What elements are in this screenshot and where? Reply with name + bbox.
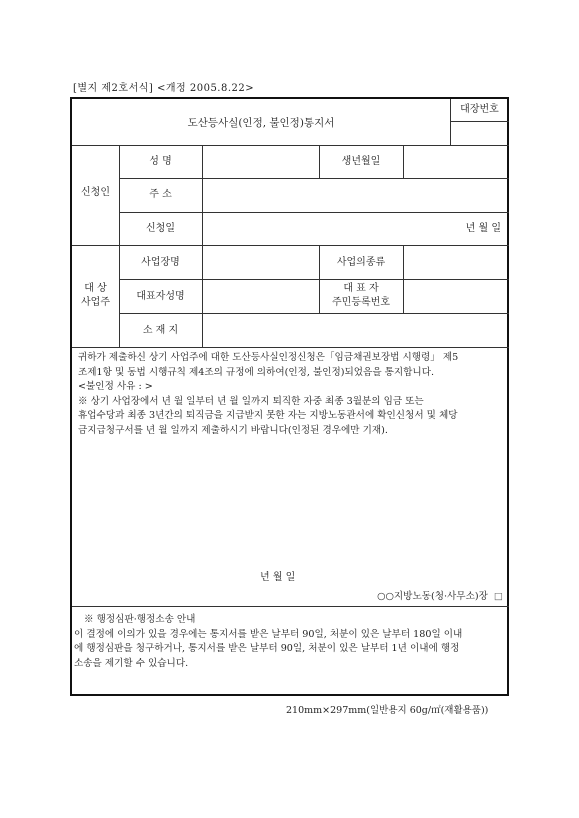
paper-spec-footer: 210mm×297mm(일반용지 60g/㎡(재활용품))	[286, 705, 489, 716]
business-type-field[interactable]	[405, 247, 507, 277]
applicant-birth-field[interactable]	[405, 147, 507, 176]
appeal-notice	[74, 613, 462, 671]
body-line: 조제1항 및 동법 시행규칙 제4조의 규정에 의하여(인정, 불인정)되었음을 통지합니다.	[78, 366, 435, 378]
body-line: 금지급청구서를 년 월 일까지 제출하시기 바랍니다(인정된 경우에만 기재).	[78, 424, 388, 436]
representative-id-label-1: 대 표 자	[343, 283, 379, 294]
issuer-name: ○○지방노동(청·사무소)장	[377, 591, 488, 602]
seal-mark: □	[493, 591, 503, 602]
body-line: 귀하가 제출하신 상기 사업주에 대한 도산등사실인정신청은「임금채권보장법 시행령」 제5	[78, 352, 459, 363]
location-label: 소 재 지	[142, 325, 179, 336]
notification-body	[78, 351, 458, 439]
workplace-name-label: 사업장명	[141, 257, 180, 268]
employer-group-label-2: 사업주	[81, 297, 110, 308]
applicant-group-label: 신청인	[81, 187, 110, 198]
signature-date: 년 월 일	[260, 572, 296, 583]
representative-name-field[interactable]	[204, 281, 317, 311]
issuer-line	[377, 590, 503, 603]
body-line: <불인정 사유 : >	[78, 381, 153, 393]
applicant-address-label: 주 소	[149, 189, 172, 200]
body-line: 휴업수당과 최종 3년간의 퇴직금을 지급받지 못한 자는 지방노동관서에 확인신청서 및 체당	[78, 410, 458, 422]
register-number-field[interactable]	[452, 123, 507, 143]
application-date-units[interactable]: 년 월 일	[465, 223, 501, 234]
application-date-label: 신청일	[146, 223, 175, 234]
representative-id-label-2: 주민등록번호	[332, 297, 390, 308]
notification-form	[70, 97, 509, 696]
register-number-label: 대장번호	[460, 104, 499, 115]
form-number-header: [별지 제2호서식] <개정 2005.8.22>	[73, 83, 255, 94]
notice-line: 에 행정심판을 청구하거나, 통지서를 받은 날부터 90일, 처분이 있은 날부터 1년 이내에 행정	[74, 643, 460, 655]
applicant-address-field[interactable]	[204, 180, 507, 210]
applicant-name-field[interactable]	[204, 147, 317, 176]
applicant-name-label: 성 명	[149, 156, 172, 167]
workplace-name-field[interactable]	[204, 247, 317, 277]
notice-title: ※ 행정심판·행정소송 안내	[84, 614, 196, 625]
employer-group-label-1: 대 상	[84, 283, 107, 294]
applicant-birth-label: 생년월일	[341, 156, 381, 167]
representative-name-label: 대표자성명	[136, 291, 185, 302]
representative-id-field[interactable]	[405, 281, 507, 311]
notice-line: 이 결정에 이의가 있을 경우에는 통지서를 받은 날부터 90일, 처분이 있은 날부터 180일 이내	[74, 628, 463, 640]
business-type-label: 사업의종류	[336, 257, 386, 268]
notice-line: 소송을 제기할 수 있습니다.	[74, 657, 189, 669]
form-title: 도산등사실(인정, 불인정)통지서	[187, 117, 335, 129]
location-field[interactable]	[204, 315, 507, 345]
body-line: ※ 상기 사업장에서 년 월 일부터 년 월 일까지 퇴직한 자중 최종 3월분의 임금 또는	[78, 395, 424, 407]
